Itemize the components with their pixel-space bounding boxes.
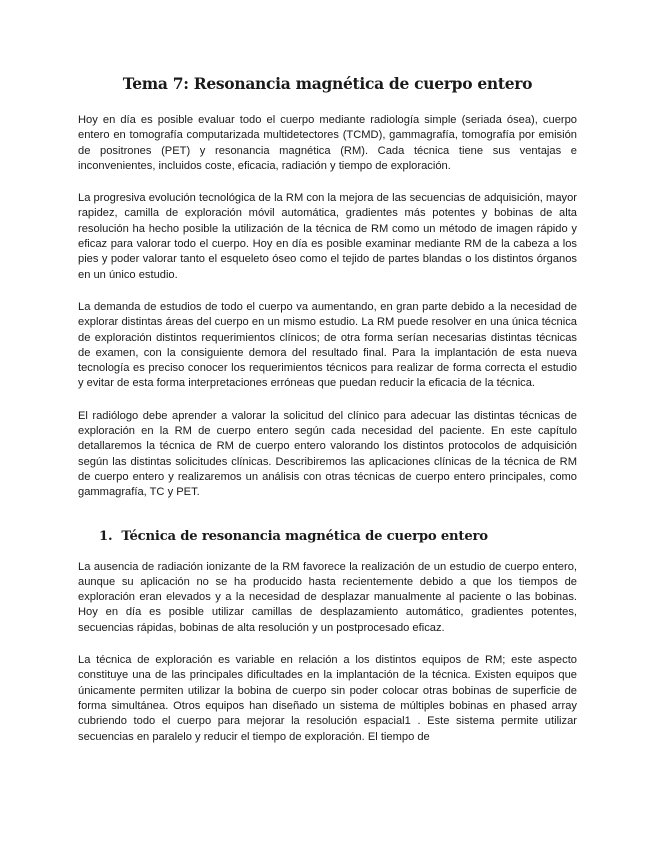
section-paragraph-1: La ausencia de radiación ionizante de la RM favorece la realización de un estudio de cuerpo entero, aunque su aplicación no se ha producido hasta recientemente debido a que los tiempos de exploración eran elevados y a la necesidad de desplazar manualmente al paciente o las bobinas. Hoy en día es posible utilizar camillas de desplazamiento automático, gradientes potentes, secuencias rápidas, bobinas de alta resolución y un postprocesado eficaz. bbox=[78, 560, 577, 634]
section-paragraph-2: La técnica de exploración es variable en relación a los distintos equipos de RM; este aspecto constituye una de las principales dificultades en la implantación de la técnica. Existen equipos que únicamente permiten utilizar la bobina de cuerpo sin poder colocar otras bobinas de superficie de forma simultánea. Otros equipos han diseñado un sistema de múltiples bobinas en phased array cubriendo todo el cuerpo para mejorar la resolución espacial1 . Este sistema permite utilizar secuencias en paralelo y reducir el tiempo de exploración. El tiempo de bbox=[78, 654, 577, 743]
section-heading-text: Técnica de resonancia magnética de cuerpo entero bbox=[121, 528, 488, 544]
section-number: 1. bbox=[99, 528, 113, 544]
intro-paragraph-3: La demanda de estudios de todo el cuerpo va aumentando, en gran parte debido a la necesidad de explorar distintas áreas del cuerpo en un mismo estudio. La RM puede resolver en una única técnica de exploración distintos requerimientos clínicos; de otra forma serían necesarias distintas técnicas de examen, con la consiguiente demora del resultado final. Para la implantación de esta nueva tecnología es preciso conocer los requerimientos técnicos para realizar de forma correcta el estudio y evitar de esta forma interpretaciones erróneas que puedan reducir la eficacia de la técnica. bbox=[78, 300, 577, 390]
intro-paragraph-4: El radiólogo debe aprender a valorar la solicitud del clínico para adecuar las distintas técnicas de exploración en la RM de cuerpo entero según cada necesidad del paciente. En este capítulo detallaremos la técnica de RM de cuerpo entero valorando los distintos protocolos de adquisición según las distintas solicitudes clínicas. Describiremos las aplicaciones clínicas de la técnica de RM de cuerpo entero y realizaremos un análisis con otras técnicas de cuerpo entero principales, como gammagrafía, TC y PET. bbox=[78, 409, 577, 499]
intro-paragraph-1: Hoy en día es posible evaluar todo el cuerpo mediante radiología simple (seriada ósea), cuerpo entero en tomografía computarizada multidetectores (TCMD), gammagrafía, tomografía por emisión de positrones (PET) y resonancia magnética (RM). Cada técnica tiene sus ventajas e inconvenientes, incluidos coste, eficacia, radiación y tiempo de exploración. bbox=[78, 114, 577, 172]
intro-paragraph-2: La progresiva evolución tecnológica de la RM con la mejora de las secuencias de adquisición, mayor rapidez, camilla de exploración móvil automática, gradientes más potentes y bobinas de alta resolución ha hecho posible la utilización de la técnica de RM como un método de imagen rápido y eficaz para valorar todo el cuerpo. Hoy en día es posible examinar mediante RM de la cabeza a los pies y poder valorar tanto el esqueleto óseo como el tejido de partes blandas o los distintos órganos en un único estudio. bbox=[78, 192, 577, 281]
section-heading bbox=[99, 529, 577, 544]
page-title: Tema 7: Resonancia magnética de cuerpo entero bbox=[122, 74, 533, 93]
